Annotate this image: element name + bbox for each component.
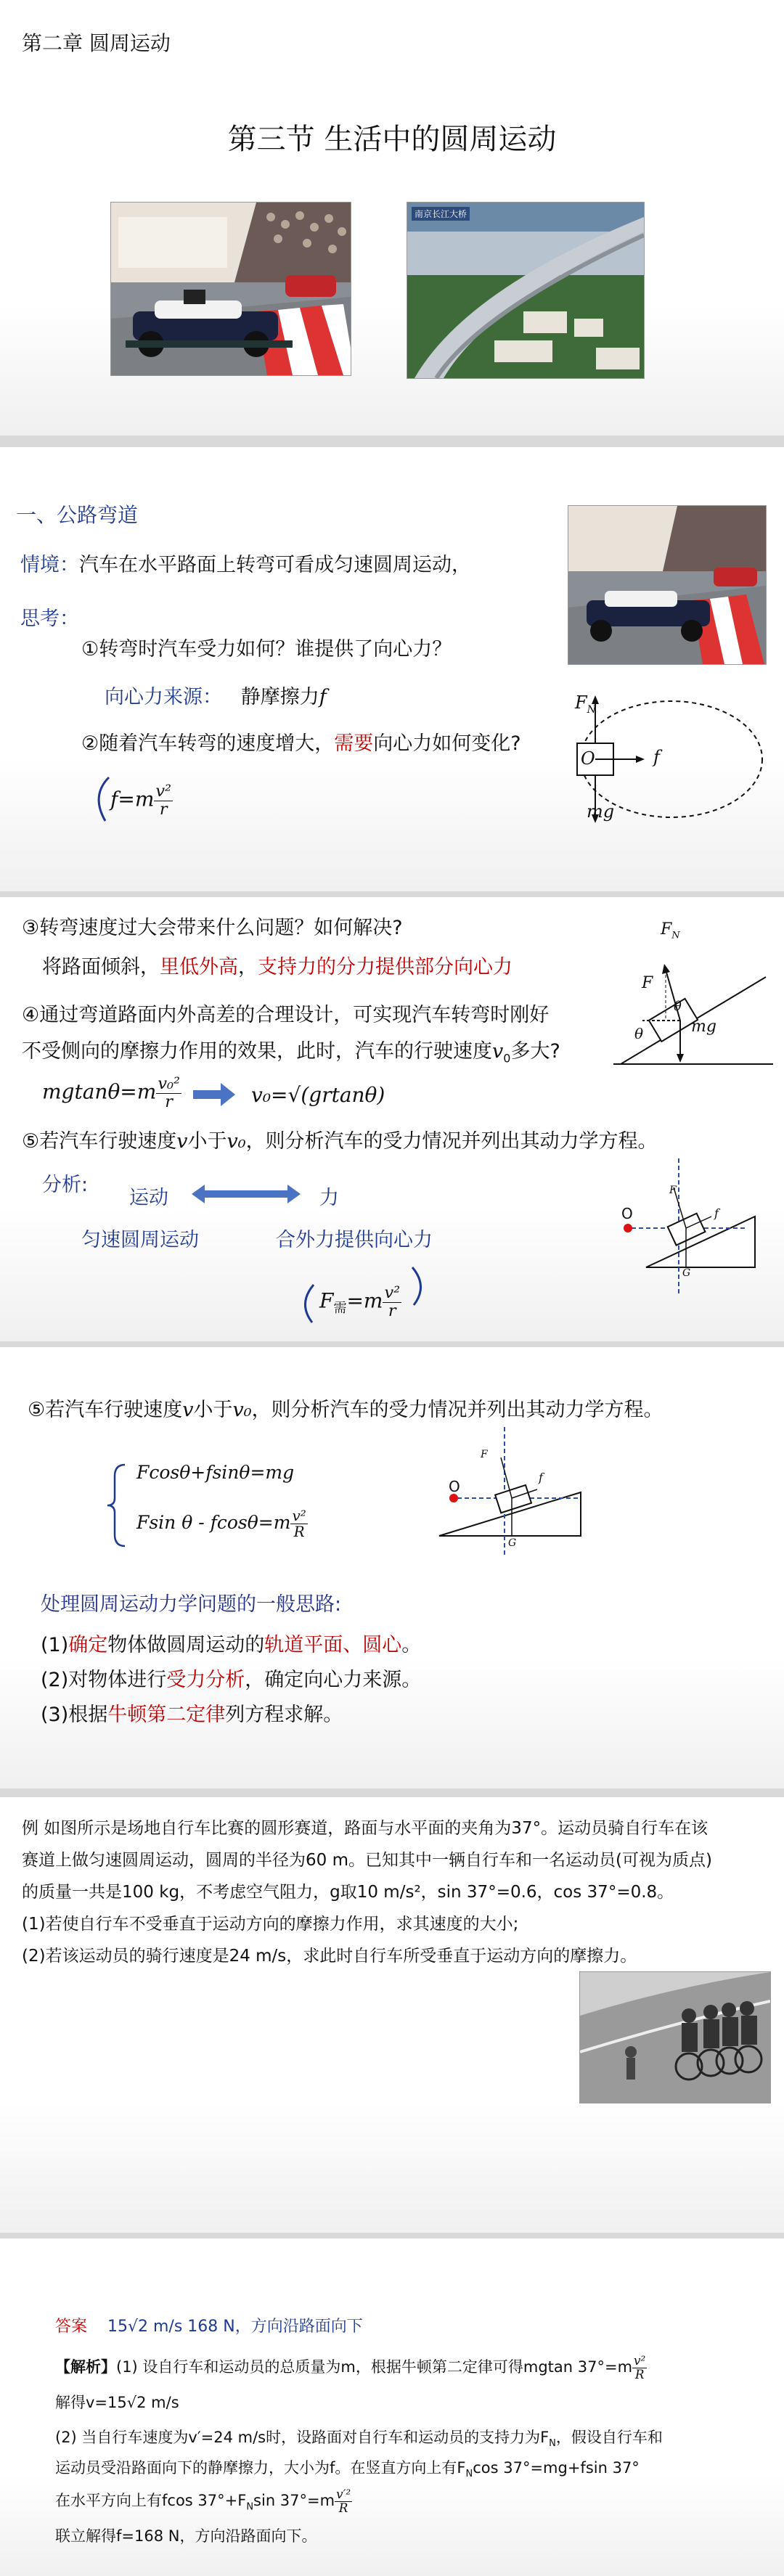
context-label: 情境： bbox=[20, 554, 79, 576]
sol-p5-fraction bbox=[335, 2488, 352, 2514]
banked-fn-label bbox=[661, 920, 680, 941]
slide-dynamics-method bbox=[0, 1347, 784, 1788]
slide-example bbox=[0, 1797, 784, 2233]
method-title: 处理圆周运动力学问题的一般思路: bbox=[41, 1593, 342, 1616]
method-step-3 bbox=[41, 1698, 343, 1727]
chapter-label: 第二章 圆周运动 bbox=[22, 31, 171, 55]
answer-3-c: ， bbox=[238, 956, 258, 978]
banked-mg-label: mg bbox=[691, 1018, 716, 1036]
context-line bbox=[20, 549, 471, 577]
question-4-line-2 bbox=[22, 1035, 560, 1065]
m1-d: 轨道平面、圆心 bbox=[264, 1634, 402, 1656]
solution-line-2: 解得v=15√2 m/s bbox=[55, 2394, 179, 2411]
sol-p3b: ，假设自行车和 bbox=[555, 2429, 663, 2446]
incline-o-label: O bbox=[621, 1205, 633, 1222]
banked-theta-label: θ bbox=[634, 1025, 644, 1042]
answer-3-a: 将路面倾斜， bbox=[42, 956, 160, 978]
question-2-part-a: ②随着汽车转弯的速度增大， bbox=[81, 732, 335, 755]
force-source-line bbox=[105, 681, 327, 709]
bank-eq-den: r bbox=[165, 1092, 173, 1111]
question-2 bbox=[81, 727, 521, 756]
answer-line bbox=[55, 2314, 363, 2336]
friction-formula-lhs: f=m bbox=[110, 787, 155, 811]
net-force-label: 合外力提供向心力 bbox=[276, 1229, 433, 1251]
friction-formula bbox=[110, 783, 173, 818]
motion-label: 运动 bbox=[129, 1187, 168, 1209]
answer-3-d: 支持力的分力提供部分向心力 bbox=[258, 956, 513, 978]
incline2-f-label: f bbox=[539, 1471, 543, 1484]
q5r-v0: v₀ bbox=[232, 1399, 252, 1421]
answer-3-b: 里低外高 bbox=[160, 956, 238, 978]
eq2-num: v² bbox=[292, 1507, 306, 1524]
solution-line-1 bbox=[55, 2355, 647, 2381]
banked-f-label: F bbox=[642, 974, 653, 992]
question-5-v0: v₀ bbox=[226, 1130, 246, 1153]
m3-a: (3)根据 bbox=[41, 1704, 108, 1726]
m2-b: 受力分析 bbox=[166, 1669, 245, 1691]
m2-c: ，确定向心力来源。 bbox=[245, 1669, 422, 1691]
eq2-lhs: Fsin θ - fcosθ=m bbox=[136, 1512, 291, 1533]
slide-answer bbox=[0, 2238, 784, 2576]
section-heading: 一、公路弯道 bbox=[16, 503, 139, 527]
force-source-var: f bbox=[319, 686, 327, 708]
incline-f-label: f bbox=[714, 1206, 719, 1220]
bridge-sign: 南京长江大桥 bbox=[412, 207, 470, 221]
question-5-c: ，则分析汽车的受力情况并列出其动力学方程。 bbox=[245, 1130, 658, 1153]
example-line-2: 赛道上做匀速圆周运动，圆周的半径为60 m。已知其中一辆自行车和一名运动员(可视为质点) bbox=[22, 1851, 712, 1870]
think-label: 思考： bbox=[20, 608, 79, 630]
context-text: 汽车在水平路面上转弯可看成匀速圆周运动， bbox=[79, 554, 471, 576]
sol-p4b: cos 37°=mg+fsin 37° bbox=[473, 2459, 640, 2477]
double-arrow bbox=[192, 1183, 301, 1205]
question-4-line-2b: 多大? bbox=[510, 1040, 560, 1063]
slide-title bbox=[0, 0, 784, 436]
equation-brace bbox=[106, 1462, 128, 1549]
question-5-a: ⑤若汽车行驶速度 bbox=[22, 1130, 177, 1153]
f1-car-photo bbox=[110, 202, 351, 376]
equation-vertical: Fcosθ+fsinθ=mg bbox=[136, 1462, 295, 1483]
sol-p5-num: v′² bbox=[336, 2487, 351, 2501]
sol-p3-sub: N bbox=[549, 2438, 556, 2450]
banked-road-diagram bbox=[613, 926, 773, 1071]
question-2-part-c: 向心力如何变化? bbox=[373, 732, 521, 755]
question-1: ①转弯时汽车受力如何？谁提供了向心力？ bbox=[81, 638, 452, 661]
analysis-label: 分析: bbox=[42, 1174, 89, 1196]
m3-c: 列方程求解。 bbox=[225, 1704, 343, 1726]
sol-p4-sub: N bbox=[465, 2469, 473, 2480]
incline2-o-label: O bbox=[449, 1478, 460, 1495]
solution-line-3 bbox=[55, 2426, 663, 2449]
question-2-highlight: 需要 bbox=[334, 732, 374, 755]
question-5 bbox=[22, 1125, 658, 1153]
solution-label: 【解析】 bbox=[55, 2358, 116, 2376]
example-line-1: 例 如图所示是场地自行车比赛的圆形赛道，路面与水平面的夹角为37°。运动员骑自行车在该 bbox=[22, 1819, 709, 1838]
solution-line-4 bbox=[55, 2456, 640, 2479]
force-source-value: 静摩擦力 bbox=[240, 686, 319, 708]
m1-c: 物体做圆周运动的 bbox=[107, 1634, 265, 1656]
page-title: 第三节 生活中的圆周运动 bbox=[227, 123, 557, 156]
solution-line-5 bbox=[55, 2488, 352, 2514]
diagram-mg-label: mg bbox=[587, 801, 615, 822]
friction-formula-num: v² bbox=[155, 782, 172, 801]
sol-p1-den: R bbox=[634, 2366, 645, 2381]
sol-p3: (2) 当自行车速度为v′=24 m/s时，设路面对自行车和运动员的支持力为F bbox=[55, 2429, 550, 2446]
bridge-image bbox=[407, 203, 644, 378]
m1-e: 。 bbox=[401, 1634, 422, 1656]
eq2-fraction bbox=[290, 1508, 307, 1540]
slide-banked-curve bbox=[0, 897, 784, 1341]
slide-highway-curve bbox=[0, 447, 784, 891]
answer-text: 15√2 m/s 168 N，方向沿路面向下 bbox=[107, 2318, 363, 2336]
required-force-bracket-right bbox=[408, 1264, 430, 1308]
cycling-image bbox=[580, 1972, 770, 2103]
method-step-2 bbox=[41, 1664, 421, 1692]
force-label: 力 bbox=[319, 1187, 339, 1209]
q5r-v: v bbox=[182, 1399, 194, 1421]
question-4-v0: v bbox=[492, 1040, 504, 1063]
banked-fn: F bbox=[661, 920, 672, 939]
q5r-b: 小于 bbox=[193, 1399, 233, 1421]
required-force-bracket-left bbox=[296, 1282, 318, 1325]
bank-eq-fraction bbox=[156, 1076, 181, 1111]
question-5-b: 小于 bbox=[187, 1130, 227, 1153]
f1-car-photo-small bbox=[568, 505, 767, 665]
example-line-5: (2)若该运动员的骑行速度是24 m/s，求此时自行车所受垂直于运动方向的摩擦力。 bbox=[22, 1947, 637, 1966]
sol-p1-fraction bbox=[632, 2355, 647, 2381]
eq2-den: R bbox=[293, 1523, 305, 1540]
question-4-v0-sub: 0 bbox=[503, 1051, 511, 1066]
implies-arrow bbox=[193, 1081, 237, 1108]
q5r-a: ⑤若汽车行驶速度 bbox=[28, 1399, 183, 1421]
required-force-formula bbox=[319, 1285, 401, 1320]
m3-b: 牛顿第二定律 bbox=[107, 1704, 226, 1726]
bank-eq-lhs: mgtanθ=m bbox=[42, 1079, 157, 1104]
req-eq: =m bbox=[346, 1288, 383, 1313]
diagram-o-label: O bbox=[581, 748, 595, 769]
question-5-repeat bbox=[28, 1394, 663, 1422]
friction-formula-den: r bbox=[159, 799, 168, 819]
diagram-fn: F bbox=[575, 692, 587, 713]
answer-label: 答案 bbox=[55, 2318, 88, 2336]
incline-g-label: G bbox=[682, 1267, 691, 1279]
req-f: F bbox=[319, 1288, 334, 1313]
question-4-line-1: ④通过弯道路面内外高差的合理设计，可实现汽车转弯时刚好 bbox=[22, 1004, 550, 1026]
question-5-v: v bbox=[176, 1130, 188, 1153]
req-f-sub: 需 bbox=[333, 1301, 347, 1317]
m2-a: (2)对物体进行 bbox=[41, 1669, 167, 1691]
method-step-1 bbox=[41, 1629, 421, 1657]
req-num: v² bbox=[384, 1283, 401, 1302]
req-den: r bbox=[388, 1301, 396, 1320]
req-fraction bbox=[383, 1285, 401, 1320]
sol-p5: 在水平方向上有fcos 37°+F bbox=[55, 2492, 247, 2510]
m1-a: (1) bbox=[41, 1634, 69, 1656]
bridge-photo bbox=[407, 202, 645, 379]
bank-eq-num: v₀² bbox=[158, 1074, 180, 1093]
diagram-fn-sub: N bbox=[587, 703, 596, 716]
sol-p5b: sin 37°=m bbox=[253, 2492, 335, 2510]
bank-equation-rhs: v₀=√(grtanθ) bbox=[251, 1083, 385, 1107]
question-4-line-2a: 不受侧向的摩擦力作用的效果，此时，汽车的行驶速度 bbox=[22, 1040, 492, 1063]
example-line-3: 的质量一共是100 kg，不考虑空气阻力，g取10 m/s²，sin 37°=0.6，cos 37°=0.8。 bbox=[22, 1883, 674, 1902]
sol-p4: 运动员受沿路面向下的静摩擦力，大小为f。在竖直方向上有F bbox=[55, 2459, 466, 2477]
cycling-photo bbox=[579, 1971, 771, 2103]
incline2-fn-label: F bbox=[481, 1449, 488, 1460]
answer-3 bbox=[42, 951, 513, 979]
diagram-fn-label bbox=[575, 692, 596, 716]
bank-equation-lhs bbox=[42, 1076, 181, 1111]
sol-p5-sub: N bbox=[246, 2501, 254, 2513]
incline-force-diagram bbox=[595, 1158, 762, 1296]
force-source-label: 向心力来源： bbox=[105, 686, 222, 708]
f1-car-small-image bbox=[568, 506, 766, 664]
uniform-motion-label: 匀速圆周运动 bbox=[81, 1229, 199, 1251]
incline-fn-label: F bbox=[669, 1185, 677, 1196]
example-line-4: (1)若使自行车不受垂直于运动方向的摩擦力作用，求其速度的大小; bbox=[22, 1915, 519, 1934]
q5r-c: ，则分析汽车的受力情况并列出其动力学方程。 bbox=[251, 1399, 663, 1421]
incline2-g-label: G bbox=[508, 1537, 517, 1549]
m1-b: 确定 bbox=[68, 1634, 108, 1656]
equation-horizontal bbox=[136, 1508, 308, 1540]
sol-p1-num: v² bbox=[634, 2353, 646, 2368]
banked-fn-sub: N bbox=[671, 930, 680, 941]
friction-formula-fraction bbox=[154, 783, 173, 818]
sol-p1: (1) 设自行车和运动员的总质量为m，根据牛顿第二定律可得mgtan 37°=m bbox=[116, 2358, 633, 2376]
solution-line-6: 联立解得f=168 N，方向沿路面向下。 bbox=[55, 2527, 317, 2545]
question-3: ③转弯速度过大会带来什么问题？如何解决? bbox=[22, 917, 403, 939]
sol-p5-den: R bbox=[338, 2500, 348, 2515]
diagram-f-label: f bbox=[653, 747, 660, 767]
f1-car-image bbox=[111, 203, 351, 375]
banked-theta2-label: θ bbox=[674, 999, 682, 1014]
